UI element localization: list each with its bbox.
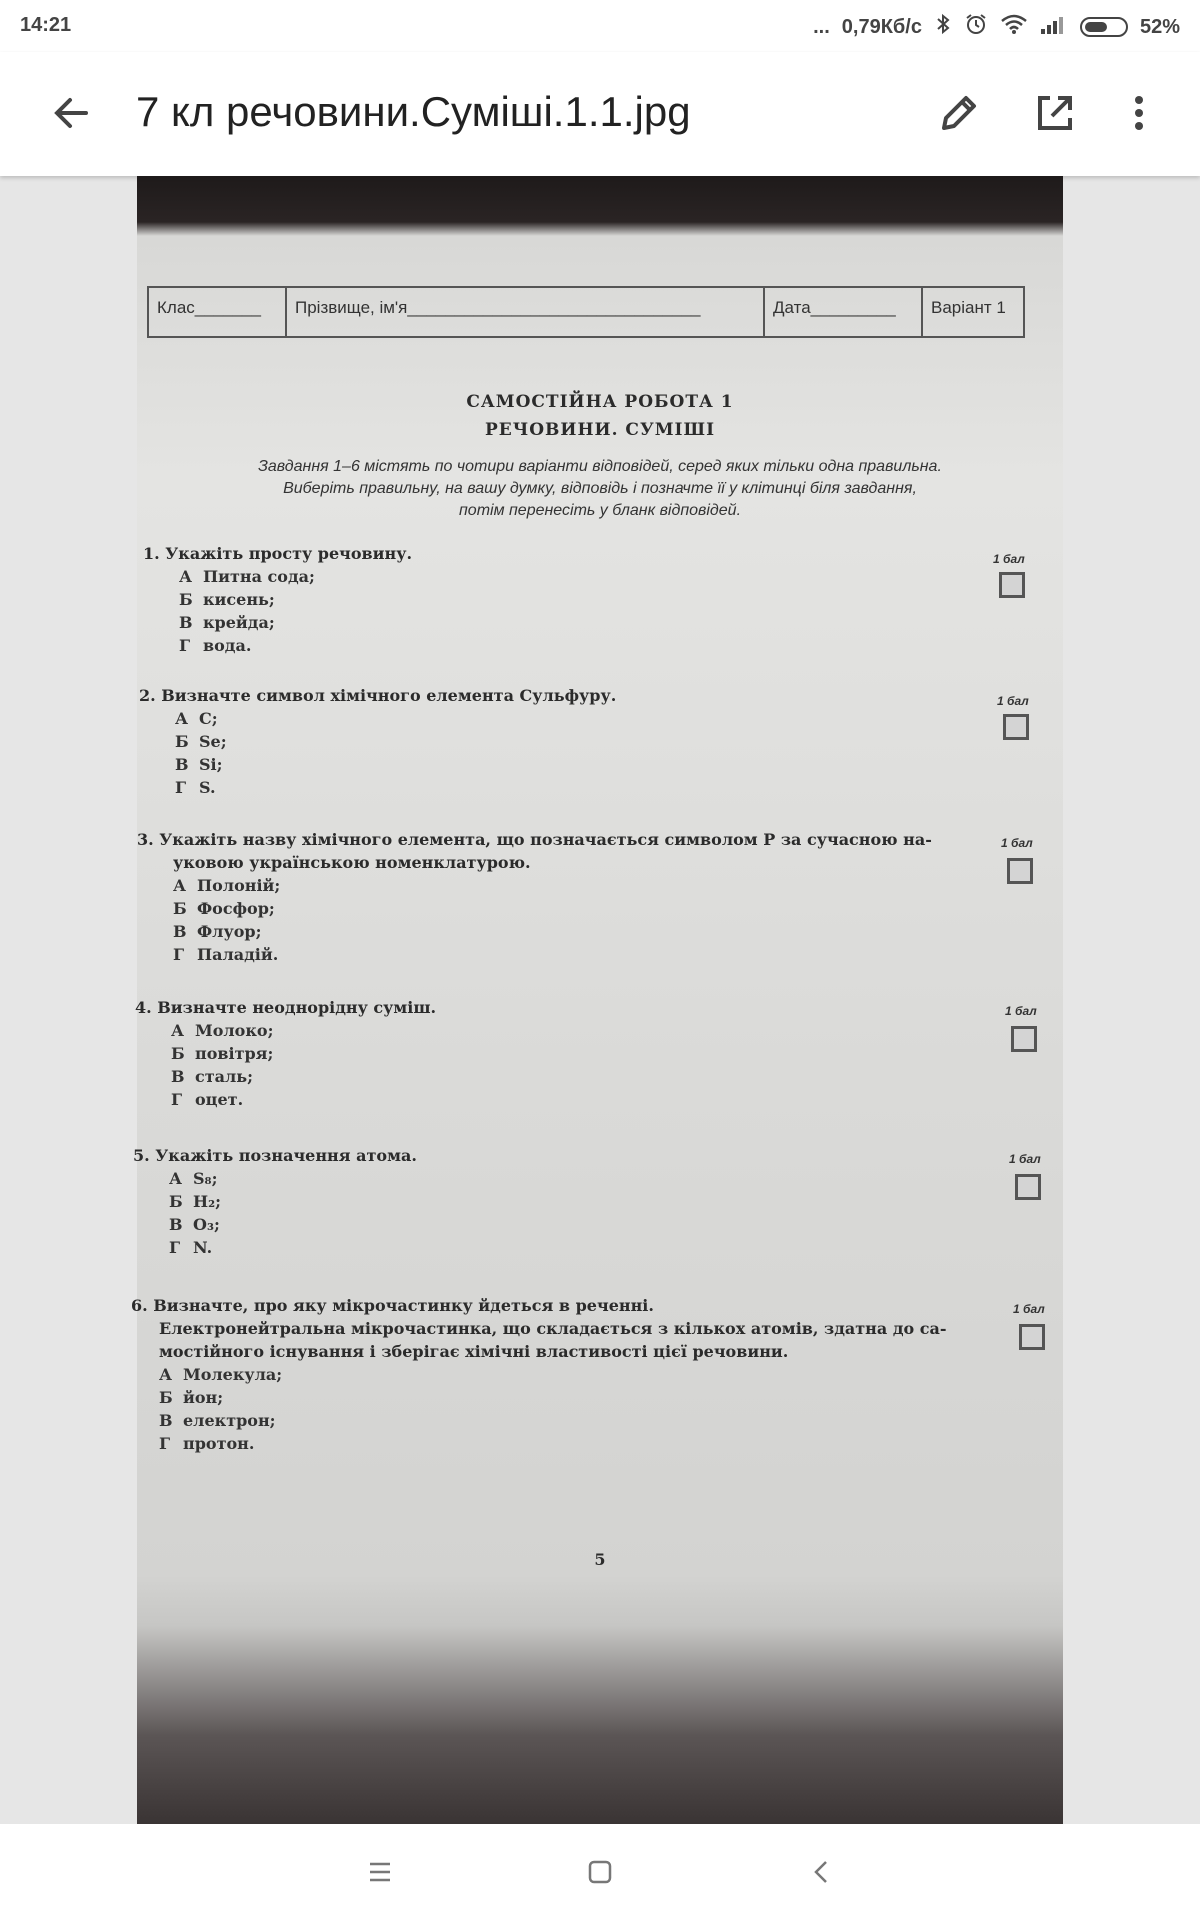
page-number: 5 <box>594 1550 606 1569</box>
question-text: 6. Визначте, про яку мікрочастинку йдеться в реченні. <box>131 1296 654 1315</box>
instruction-line: Завдання 1–6 містять по чотири варіанти відповідей, серед яких тільки одна правильна. <box>258 458 942 475</box>
option-a: А Питна сода; <box>179 567 315 586</box>
signal-icon <box>1040 14 1068 40</box>
question-3 <box>137 828 1063 966</box>
question-text: 1. Укажіть просту речовину. <box>143 544 413 563</box>
wifi-icon <box>1000 13 1028 41</box>
worksheet-subtitle: РЕЧОВИНИ. СУМІШІ <box>484 420 716 440</box>
option-a: А Молекула; <box>159 1365 283 1384</box>
status-bar <box>0 0 1200 52</box>
answer-checkbox[interactable] <box>1019 1324 1045 1350</box>
option-b: Б йон; <box>159 1388 224 1407</box>
option-b: Б H₂; <box>169 1192 222 1211</box>
home-icon[interactable] <box>578 1850 622 1894</box>
bluetooth-icon <box>934 13 952 41</box>
answer-checkbox[interactable] <box>1003 714 1029 740</box>
variant-field: Варіант 1 <box>931 298 1006 317</box>
worksheet-title: САМОСТІЙНА РОБОТА 1 <box>466 392 734 412</box>
option-d: Г вода. <box>179 636 252 655</box>
class-field: Клас_______ <box>149 288 287 336</box>
question-4 <box>135 996 1061 1111</box>
status-more: ... <box>813 15 830 38</box>
question-text: 3. Укажіть назву хімічного елемента, що позначається символом P за сучасною на- <box>137 830 932 849</box>
question-text: 5. Укажіть позначення атома. <box>133 1146 417 1165</box>
option-c: В сталь; <box>171 1067 254 1086</box>
instructions <box>177 456 1023 522</box>
back-icon[interactable] <box>800 1850 844 1894</box>
file-title: 7 кл речовини.Суміші.1.1.jpg <box>136 88 691 135</box>
option-c: В крейда; <box>179 613 275 632</box>
option-c: В електрон; <box>159 1411 276 1430</box>
score-label: 1 бал <box>993 552 1025 566</box>
app-bar <box>0 52 1200 176</box>
more-vert-icon[interactable] <box>1112 86 1166 140</box>
answer-checkbox[interactable] <box>1007 858 1033 884</box>
battery-percent: 52% <box>1139 15 1180 38</box>
option-d: Г N. <box>169 1238 213 1257</box>
question-5 <box>133 1144 1059 1259</box>
score-label: 1 бал <box>1013 1302 1045 1316</box>
score-label: 1 бал <box>1009 1152 1041 1166</box>
question-text-cont: Електронейтральна мікрочастинка, що складається з кількох атомів, здатна до са- <box>159 1319 947 1338</box>
worksheet-header <box>147 286 1025 338</box>
question-text-cont: мостійного існування і зберігає хімічні властивості цієї речовини. <box>159 1342 789 1361</box>
question-2 <box>139 684 1065 799</box>
alarm-icon <box>964 12 988 42</box>
question-6 <box>131 1294 1057 1455</box>
option-a: А Молоко; <box>171 1021 274 1040</box>
name-field: Прізвище, ім'я_______________________________ <box>287 288 765 336</box>
open-external-icon[interactable] <box>1028 86 1082 140</box>
answer-checkbox[interactable] <box>1015 1174 1041 1200</box>
option-b: Б Se; <box>175 732 227 751</box>
option-c: В Si; <box>175 755 223 774</box>
question-text-cont: уковою українською номенклатурою. <box>173 853 531 872</box>
document-photo <box>131 176 1063 1824</box>
question-1 <box>143 542 1069 657</box>
recent-apps-icon[interactable] <box>358 1850 402 1894</box>
option-d: Г S. <box>175 778 216 797</box>
instruction-line: Виберіть правильну, на вашу думку, відповідь і позначте її у клітинці біля завдання, <box>283 480 917 497</box>
option-c: В O₃; <box>169 1215 220 1234</box>
instruction-line: потім перенесіть у бланк відповідей. <box>458 502 742 519</box>
edit-pencil-icon[interactable] <box>932 86 986 140</box>
option-c: В Флуор; <box>173 922 262 941</box>
question-text: 2. Визначте символ хімічного елемента Сульфуру. <box>139 686 617 705</box>
network-speed: 0,79Кб/с <box>841 15 922 38</box>
score-label: 1 бал <box>1005 1004 1037 1018</box>
option-d: Г оцет. <box>171 1090 244 1109</box>
option-a: А Полоній; <box>173 876 281 895</box>
battery-icon <box>1080 17 1128 37</box>
option-b: Б повітря; <box>171 1044 274 1063</box>
back-arrow-icon[interactable] <box>46 86 100 140</box>
status-time: 14:21 <box>20 14 72 36</box>
option-a: А C; <box>175 709 218 728</box>
option-a: А S₈; <box>169 1169 218 1188</box>
option-d: Г Паладій. <box>173 945 279 964</box>
option-b: Б кисень; <box>179 590 275 609</box>
answer-checkbox[interactable] <box>1011 1026 1037 1052</box>
date-field: Дата_________ <box>765 288 923 336</box>
score-label: 1 бал <box>1001 836 1033 850</box>
question-text: 4. Визначте неоднорідну суміш. <box>135 998 437 1017</box>
option-d: Г протон. <box>159 1434 255 1453</box>
answer-checkbox[interactable] <box>999 572 1025 598</box>
option-b: Б Фосфор; <box>173 899 275 918</box>
score-label: 1 бал <box>997 694 1029 708</box>
worksheet-page <box>131 224 1063 1704</box>
navigation-bar <box>0 1824 1200 1920</box>
